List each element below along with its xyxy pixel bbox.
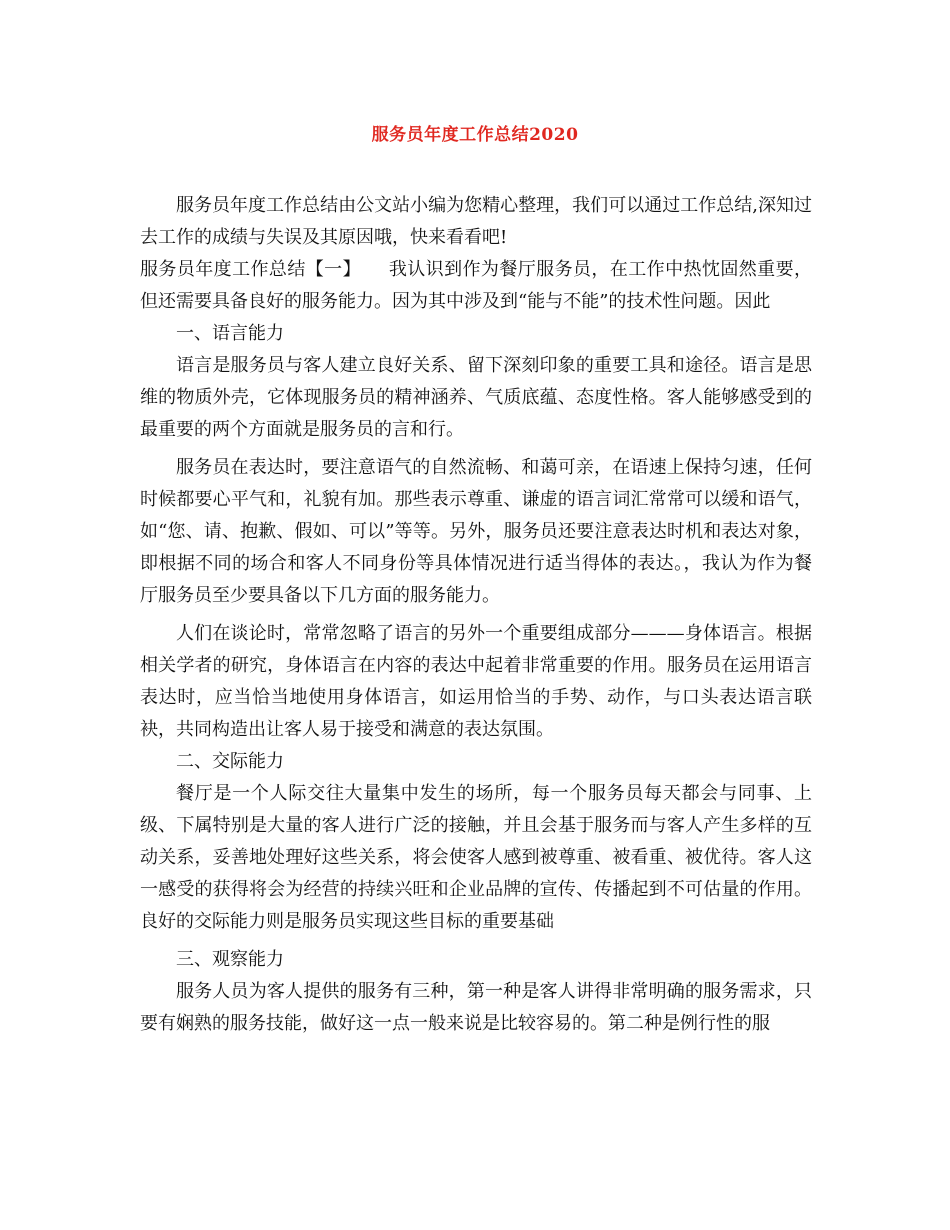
document-body (140, 190, 812, 1040)
paragraph-summary-one: 服务员年度工作总结【一】 我认识到作为餐厅服务员，在工作中热忱固然重要，但还需要具备良好的服务能力。因为其中涉及到“能与不能”的技术性问题。因此 (140, 259, 812, 312)
heading-language-ability: 一、语言能力 (176, 323, 284, 344)
paragraph-language-2: 服务员在表达时，要注意语气的自然流畅、和蔼可亲，在语速上保持匀速，任何时候都要心平气和，礼貌有加。那些表示尊重、谦虚的语言词汇常常可以缓和语气，如“您、请、抱歉、假如、可以”等等。另外，服务员还要注意表达时机和表达对象，即根据不同的场合和客人不同身份等具体情况进行适当得体的表达。，我认为作为餐厅服务员至少要具备以下几方面的服务能力。 (140, 457, 812, 606)
paragraph-body-language: 人们在谈论时，常常忽略了语言的另外一个重要组成部分———身体语言。根据相关学者的研究，身体语言在内容的表达中起着非常重要的作用。服务员在运用语言表达时，应当恰当地使用身体语言，如运用恰当的手势、动作，与口头表达语言联袂，共同构造出让客人易于接受和满意的表达氛围。 (140, 623, 812, 740)
paragraph-communication: 餐厅是一个人际交往大量集中发生的场所，每一个服务员每天都会与同事、上级、下属特别是大量的客人进行广泛的接触，并且会基于服务而与客人产生多样的互动关系，妥善地处理好这些关系，将会使客人感到被尊重、被看重、被优待。客人这一感受的获得将会为经营的持续兴旺和企业品牌的宣传、传播起到不可估量的作用。良好的交际能力则是服务员实现这些目标的重要基础 (140, 783, 812, 932)
heading-observation-ability: 三、观察能力 (176, 949, 284, 970)
document-title: 服务员年度工作总结2020 (371, 125, 579, 145)
paragraph-language-1: 语言是服务员与客人建立良好关系、留下深刻印象的重要工具和途径。语言是思维的物质外壳，它体现服务员的精神涵养、气质底蕴、态度性格。客人能够感受到的最重要的两个方面就是服务员的言和行。 (140, 355, 812, 440)
heading-communication-ability: 二、交际能力 (176, 751, 284, 772)
paragraph-observation: 服务人员为客人提供的服务有三种，第一种是客人讲得非常明确的服务需求，只要有娴熟的服务技能，做好这一点一般来说是比较容易的。第二种是例行性的服 (140, 981, 812, 1034)
paragraph-intro: 服务员年度工作总结由公文站小编为您精心整理，我们可以通过工作总结,深知过去工作的成绩与失误及其原因哦，快来看看吧! (140, 195, 812, 248)
